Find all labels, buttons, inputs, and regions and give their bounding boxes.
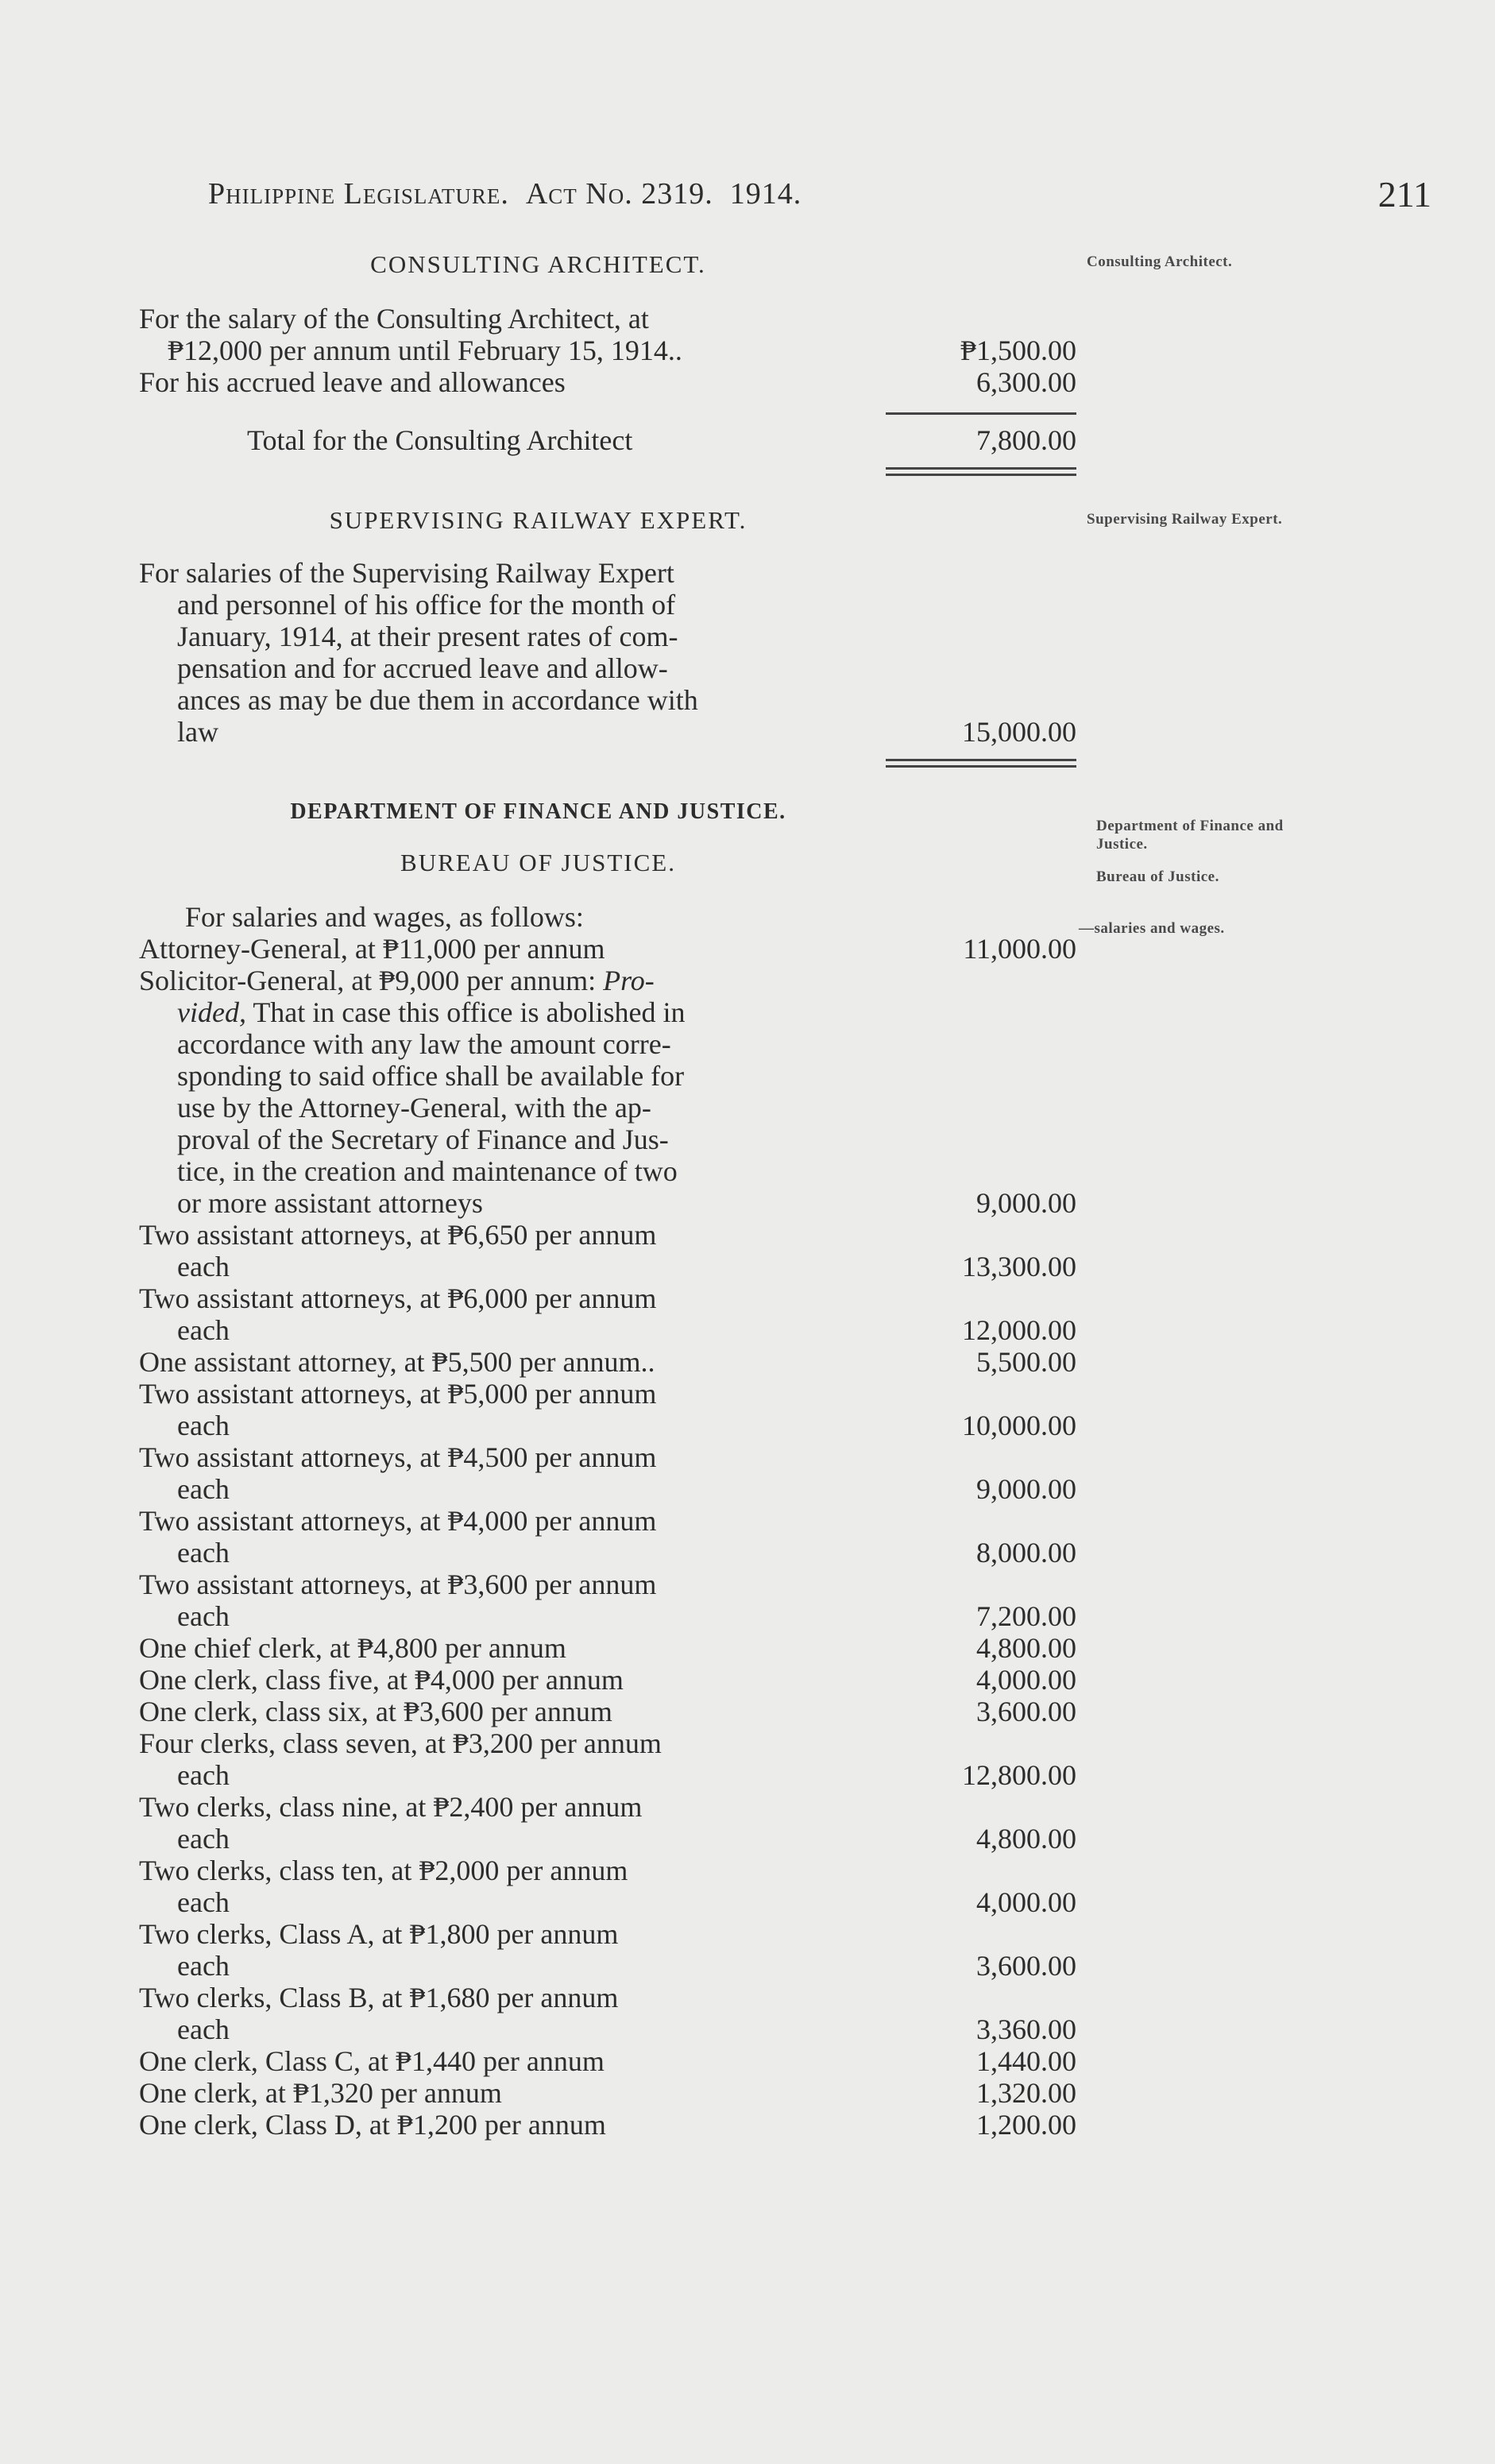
salary-item-line1: Two assistant attorneys, at ₱3,600 per annum (139, 1569, 657, 1600)
amount: 13,300.00 (962, 1251, 1076, 1282)
margin-note-dept-finance-justice: Department of Finance and Justice. (1096, 818, 1284, 853)
margin-note-salaries-wages: —salaries and wages. (1079, 920, 1225, 937)
section-heading-dept-finance-justice: DEPARTMENT OF FINANCE AND JUSTICE. (290, 799, 786, 824)
salary-item-line1: Two clerks, Class A, at ₱1,800 per annum (139, 1918, 619, 1950)
amount: 12,800.00 (962, 1759, 1076, 1791)
amount: 6,300.00 (976, 366, 1076, 398)
salary-item-row: One clerk, Class D, at ₱1,200 per annum 1,200.00 (139, 2109, 1076, 2141)
railway-expert-line: ances as may be due them in accordance with (177, 684, 698, 716)
salary-items-list (139, 1219, 1076, 2141)
salary-item-line1: Two clerks, class ten, at ₱2,000 per annum (139, 1855, 628, 1886)
salary-item-line1: Two assistant attorneys, at ₱4,500 per annum (139, 1441, 657, 1473)
amount: 3,360.00 (976, 2013, 1076, 2045)
amount: 5,500.00 (976, 1346, 1076, 1378)
amount: 1,440.00 (976, 2045, 1076, 2077)
salary-item-line1: Two assistant attorneys, at ₱6,650 per annum (139, 1219, 657, 1251)
running-title-act: Act No. 2319. (525, 177, 713, 211)
amount: 4,000.00 (976, 1886, 1076, 1918)
salary-item-line1: Two assistant attorneys, at ₱5,000 per annum (139, 1378, 657, 1410)
section-heading-consulting-architect: CONSULTING ARCHITECT. (370, 250, 706, 278)
salaries-intro: For salaries and wages, as follows: (185, 901, 584, 933)
railway-expert-line: and personnel of his office for the month of (177, 589, 676, 621)
amount: 8,000.00 (976, 1537, 1076, 1569)
salary-item-row: One clerk, class five, at ₱4,000 per annum 4,000.00 (139, 1664, 1076, 1696)
amount: 4,000.00 (976, 1664, 1076, 1696)
salary-item-row: each 12,800.00 (177, 1759, 1076, 1791)
total-double-rule (886, 467, 1076, 476)
amount: 15,000.00 (962, 716, 1076, 748)
salary-item-line1: Two clerks, Class B, at ₱1,680 per annum (139, 1982, 619, 2013)
total-double-rule (886, 759, 1076, 768)
total-rule (886, 412, 1076, 415)
document-body (139, 238, 1076, 2141)
salary-item-row: each 3,600.00 (177, 1950, 1076, 1982)
salary-item-row: each 8,000.00 (177, 1537, 1076, 1569)
salary-item-row: each 3,360.00 (177, 2013, 1076, 2045)
amount: 1,320.00 (976, 2077, 1076, 2109)
amount: 9,000.00 (976, 1187, 1076, 1219)
amount: 10,000.00 (962, 1410, 1076, 1441)
salary-item-row: each 13,300.00 (177, 1251, 1076, 1282)
running-title-left: Philippine Legislature. (208, 177, 509, 211)
railway-expert-line: For salaries of the Supervising Railway Expert (139, 557, 674, 589)
solicitor-general-line: sponding to said office shall be available for (177, 1060, 685, 1092)
amount: 1,200.00 (976, 2109, 1076, 2141)
amount: 7,200.00 (976, 1600, 1076, 1632)
salary-item-line1: Two assistant attorneys, at ₱4,000 per annum (139, 1505, 657, 1537)
consulting-architect-leave: For his accrued leave and allowances 6,300.00 (139, 366, 1076, 398)
amount: 3,600.00 (976, 1696, 1076, 1727)
salary-item-row: each 7,200.00 (177, 1600, 1076, 1632)
margin-note-railway-expert: Supervising Railway Expert. (1087, 511, 1283, 528)
amount: 3,600.00 (976, 1950, 1076, 1982)
solicitor-general-line: tice, in the creation and maintenance of two (177, 1155, 678, 1187)
salary-item-row: One clerk, class six, at ₱3,600 per annum 3,600.00 (139, 1696, 1076, 1727)
salary-item-row: each 10,000.00 (177, 1410, 1076, 1441)
solicitor-general-line: accordance with any law the amount corre- (177, 1028, 671, 1060)
amount: 4,800.00 (976, 1632, 1076, 1664)
salary-item-row: each 12,000.00 (177, 1314, 1076, 1346)
salary-item-line1: Two assistant attorneys, at ₱6,000 per annum (139, 1282, 657, 1314)
margin-note-consulting-architect: Consulting Architect. (1087, 253, 1233, 270)
solicitor-general-line2: vided, That in case this office is abolished in (177, 996, 686, 1028)
page-number: 211 (1377, 174, 1431, 215)
section-heading-bureau-justice: BUREAU OF JUSTICE. (400, 849, 676, 876)
salary-item-row: each 4,800.00 (177, 1823, 1076, 1855)
amount: ₱1,500.00 (960, 335, 1076, 366)
section-heading-railway-expert: SUPERVISING RAILWAY EXPERT. (329, 506, 748, 534)
salary-item-line1: Two clerks, class nine, at ₱2,400 per annum (139, 1791, 643, 1823)
amount: 9,000.00 (976, 1473, 1076, 1505)
salary-item-row: each 9,000.00 (177, 1473, 1076, 1505)
solicitor-general-line1: Solicitor-General, at ₱9,000 per annum: Pro- (139, 965, 655, 996)
salary-item-row: One chief clerk, at ₱4,800 per annum 4,800.00 (139, 1632, 1076, 1664)
consulting-architect-salary-line1: For the salary of the Consulting Architect, at (139, 303, 649, 335)
railway-expert-line: January, 1914, at their present rates of com- (177, 621, 678, 652)
running-title-year: 1914. (729, 177, 802, 211)
salary-item-line1: Four clerks, class seven, at ₱3,200 per annum (139, 1727, 662, 1759)
salary-item-row: each 4,000.00 (177, 1886, 1076, 1918)
amount: 11,000.00 (963, 933, 1076, 965)
margin-note-bureau-justice: Bureau of Justice. (1096, 868, 1219, 885)
consulting-architect-total: Total for the Consulting Architect 7,800.00 (247, 424, 1076, 456)
solicitor-general-last-line: or more assistant attorneys 9,000.00 (177, 1187, 1076, 1219)
attorney-general-row: Attorney-General, at ₱11,000 per annum 11,000.00 (139, 933, 1076, 965)
salary-item-row: One assistant attorney, at ₱5,500 per annum.. 5,500.00 (139, 1346, 1076, 1378)
railway-expert-line: pensation and for accrued leave and allow- (177, 652, 668, 684)
consulting-architect-salary-line2: ₱12,000 per annum until February 15, 1914.. ₱1,500.00 (168, 335, 1076, 366)
salary-item-row: One clerk, at ₱1,320 per annum 1,320.00 (139, 2077, 1076, 2109)
running-title (208, 176, 802, 211)
salary-item-row: One clerk, Class C, at ₱1,440 per annum 1,440.00 (139, 2045, 1076, 2077)
amount: 7,800.00 (976, 424, 1076, 456)
solicitor-general-line: use by the Attorney-General, with the ap- (177, 1092, 651, 1124)
running-header (208, 176, 1431, 224)
railway-expert-last-line: law 15,000.00 (177, 716, 1076, 748)
amount: 12,000.00 (962, 1314, 1076, 1346)
amount: 4,800.00 (976, 1823, 1076, 1855)
solicitor-general-line: proval of the Secretary of Finance and Jus- (177, 1124, 669, 1155)
